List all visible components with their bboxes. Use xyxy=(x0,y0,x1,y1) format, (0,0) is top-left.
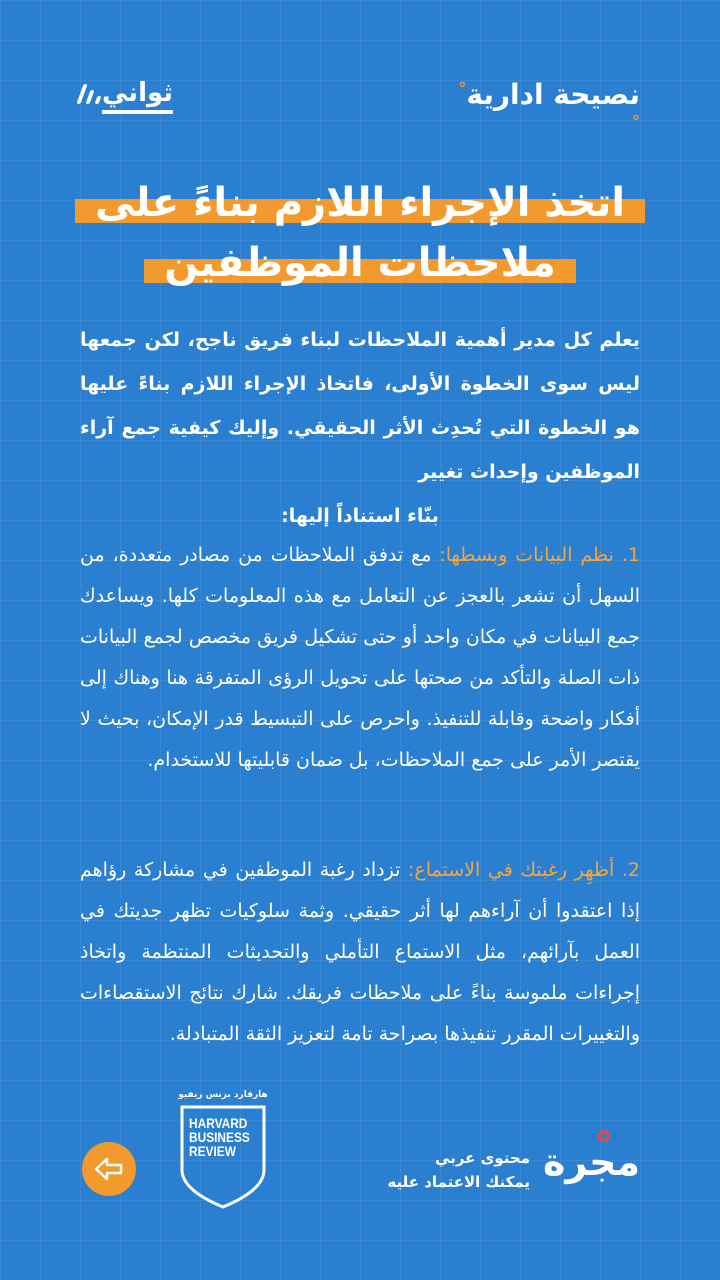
arrow-left-icon xyxy=(94,1157,124,1181)
hbr-shield xyxy=(179,1104,267,1210)
back-button[interactable] xyxy=(82,1142,136,1196)
hbr-logo xyxy=(175,1090,271,1210)
majarra-logo[interactable]: مجرة xyxy=(543,1140,640,1184)
intro-paragraph xyxy=(80,318,640,538)
signal-bars-icon xyxy=(80,84,100,104)
headline xyxy=(0,175,720,295)
dots-decoration: °° xyxy=(458,78,640,131)
intro-last-line: بنّاء استناداً إليها: xyxy=(281,505,439,527)
hbr-arabic-name: هارفارد بزنس ريفيو xyxy=(178,1090,268,1100)
headline-line-2: ملاحظات الموظفين xyxy=(144,235,575,291)
footer xyxy=(80,1090,640,1220)
thawani-logo[interactable] xyxy=(80,78,173,114)
tip-2-label: 2. أظهِر رغبتك في الاستماع: xyxy=(408,859,640,881)
tip-section-2 xyxy=(80,850,640,1055)
brand-title: نصيحة ادارية°° xyxy=(458,78,640,131)
hbr-wordmark: HARVARD BUSINESS REVIEW xyxy=(189,1115,250,1159)
tip-2-body: تزداد رغبة الموظفين في مشاركة رؤاهم إذا اعتقدوا أن آراءهم لها أثر حقيقي. وثمة سلوكيات تظهر جديتك في العمل بآرائهم، مثل الاستماع التأملي والتحديثات المنتظمة واتخاذ إجراءات ملموسة بناءً على ملاحظات فريقك. شارك نتائج الاستقصاءات والتغييرات المقرر تنفيذها بصراحة تامة لتعزيز الثقة المتبادلة. xyxy=(80,859,640,1045)
logo-dot-decoration xyxy=(598,1130,610,1142)
tip-section-1 xyxy=(80,535,640,781)
intro-text: يعلم كل مدير أهمية الملاحظات لبناء فريق ناجح، لكن جمعها ليس سوى الخطوة الأولى، فاتخاذ الإجراء اللازم بناءً عليها هو الخطوة التي تُحدِث الأثر الحقيقي. وإليك كيفية جمع آراء الموظفين وإحداث تغيير xyxy=(80,329,640,483)
tip-1-body: مع تدفق الملاحظات من مصادر متعددة، من السهل أن تشعر بالعجز عن التعامل مع هذه المعلومات كلها. ويساعدك جمع البيانات في مكان واحد أو حتى تشكيل فريق مخصص لجمع البيانات ذات الصلة والتأكد من صحتها على تحويل الرؤى المتفرقة هنا وهناك إلى أفكار واضحة وقابلة للتنفيذ. واحرص على التبسيط قدر الإمكان، بحيث لا يقتصر الأمر على جمع الملاحظات، بل ضمان قابليتها للاستخدام. xyxy=(80,544,640,771)
majarra-tagline: محتوى عربي يمكنك الاعتماد عليه xyxy=(387,1149,530,1191)
headline-line-1: اتخذ الإجراء اللازم بناءً على xyxy=(75,175,645,231)
tip-1-label: 1. نظم البيانات وبسطها: xyxy=(439,544,640,566)
header xyxy=(80,70,640,130)
thawani-logo-text: ثواني xyxy=(102,78,173,114)
